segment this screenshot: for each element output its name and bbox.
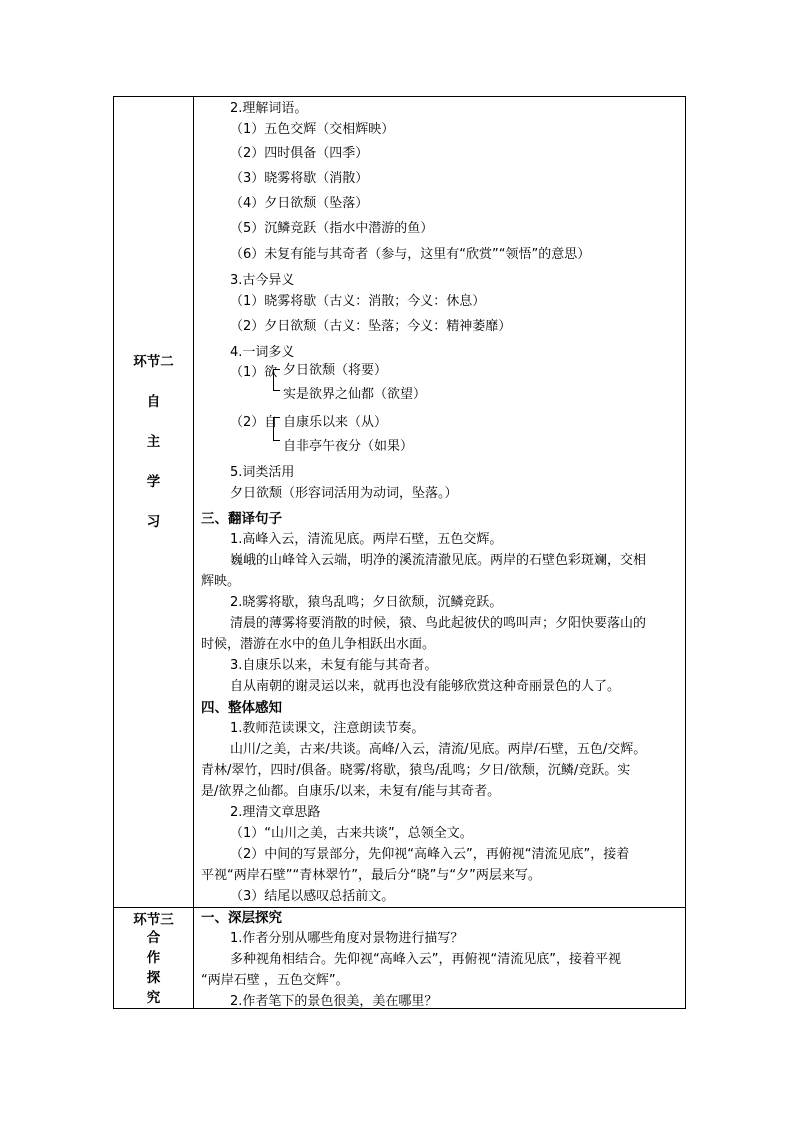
vocab-item: （4）夕日欲颓（坠落） — [230, 196, 369, 211]
translate-line: 1.高峰入云，清流见底。两岸石壁，五色交辉。 — [230, 532, 503, 547]
translate-line: 辉映。 — [201, 574, 241, 589]
section-label-char: 作 — [146, 950, 161, 966]
translate-line: 时候，潜游在水中的鱼儿争相跃出水面。 — [201, 637, 436, 652]
duoyi-sense: 自非亭午夜分（如果） — [283, 439, 414, 454]
overall-line: 平视“两岸石壁”“青林翠竹”，最后分“晓”与“夕”两层来写。 — [201, 868, 541, 883]
overall-line: 2.理清文章思路 — [230, 805, 321, 820]
duoyi-prefix: （1）欲 — [230, 365, 278, 380]
explore-line: “两岸石壁 ，五色交辉”。 — [201, 973, 349, 988]
vocab-item: （3）晓雾将歇（消散） — [230, 171, 369, 186]
explore-line: 2.作者笔下的景色很美，美在哪里？ — [230, 994, 438, 1009]
vocab-item: （2）四时俱备（四季） — [230, 146, 369, 161]
overall-line: 青林/翠竹，四时/俱备。晓雾/将歇，猿鸟/乱鸣；夕日/欲颓，沉鳞/竞跃。实 — [201, 763, 631, 778]
brace-bracket — [273, 369, 280, 391]
section-content — [201, 97, 681, 907]
translate-heading: 三、翻译句子 — [201, 511, 282, 527]
duoyi-sense: 实是欲界之仙都（欲望） — [283, 387, 427, 402]
overall-line: 是/欲界之仙都。自康乐/以来，未复有/能与其奇者。 — [201, 784, 501, 799]
overall-line: 山川/之美，古来/共谈。高峰/入云，清流/见底。两岸/石壁，五色/交辉。 — [230, 742, 647, 757]
overall-line: （2）中间的写景部分，先仰视“高峰入云”，再俯视“清流见底”，接着 — [230, 847, 630, 862]
vocab-title: 2.理解词语。 — [230, 101, 308, 116]
section-label-title: 环节三 — [133, 912, 174, 928]
explore-heading: 一、深层探究 — [201, 910, 282, 926]
gujin-item: （2）夕日欲颓（古义：坠落；今义：精神萎靡） — [230, 319, 512, 334]
section-label-cell — [114, 97, 193, 907]
translate-line: 自从南朝的谢灵运以来，就再也没有能够欣赏这种奇丽景色的人了。 — [230, 679, 621, 694]
section-label-char: 学 — [146, 474, 161, 490]
lesson-table — [113, 96, 686, 1009]
explore-line: 多种视角相结合。先仰视“高峰入云”，再俯视“清流见底”，接着平视 — [230, 952, 621, 967]
overall-heading: 四、整体感知 — [201, 700, 282, 716]
section-label-char: 探 — [146, 970, 161, 986]
section-label-char: 合 — [146, 930, 161, 946]
overall-line: （1）“山川之美，古来共谈”，总领全文。 — [230, 826, 473, 841]
section-label-title: 环节二 — [133, 354, 174, 370]
translate-line: 2.晓雾将歇，猿鸟乱鸣；夕日欲颓，沉鳞竞跃。 — [230, 595, 503, 610]
gujin-item: （1）晓雾将歇（古义：消散；今义：休息） — [230, 294, 486, 309]
explore-line: 1.作者分别从哪些角度对景物进行描写？ — [230, 931, 464, 946]
section-label-char: 自 — [146, 394, 161, 410]
cilei-item: 夕日欲颓（形容词活用为动词，坠落。） — [230, 486, 458, 501]
vocab-item: （1）五色交辉（交相辉映） — [230, 122, 395, 137]
section-content — [201, 908, 681, 1008]
duoyi-sense: 自康乐以来（从） — [283, 415, 388, 430]
duoyi-sense: 夕日欲颓（将要） — [283, 363, 388, 378]
duoyi-title: 4.一词多义 — [230, 345, 295, 360]
overall-line: 1.教师范读课文，注意朗读节奏。 — [230, 721, 425, 736]
translate-line: 清晨的薄雾将要消散的时候，猿、鸟此起彼伏的鸣叫声；夕阳快要落山的 — [230, 616, 647, 631]
translate-line: 巍峨的山峰耸入云端，明净的溪流清澈见底。两岸的石壁色彩斑斓，交相 — [230, 553, 647, 568]
cilei-title: 5.词类活用 — [230, 465, 295, 480]
brace-bracket — [273, 417, 280, 441]
gujin-title: 3.古今异义 — [230, 273, 295, 288]
vocab-item: （5）沉鳞竞跃（指水中潜游的鱼） — [230, 221, 434, 236]
translate-line: 3.自康乐以来，未复有能与其奇者。 — [230, 658, 438, 673]
section-label-char: 主 — [146, 434, 161, 450]
duoyi-prefix: （2）自 — [230, 415, 278, 430]
vocab-item: （6）未复有能与其奇者（参与，这里有“欣赏”“领悟”的意思） — [230, 247, 591, 262]
section-label-char: 习 — [146, 514, 161, 530]
overall-line: （3）结尾以感叹总括前文。 — [230, 889, 395, 904]
column-divider — [193, 97, 194, 1008]
section-label-char: 究 — [146, 990, 161, 1006]
